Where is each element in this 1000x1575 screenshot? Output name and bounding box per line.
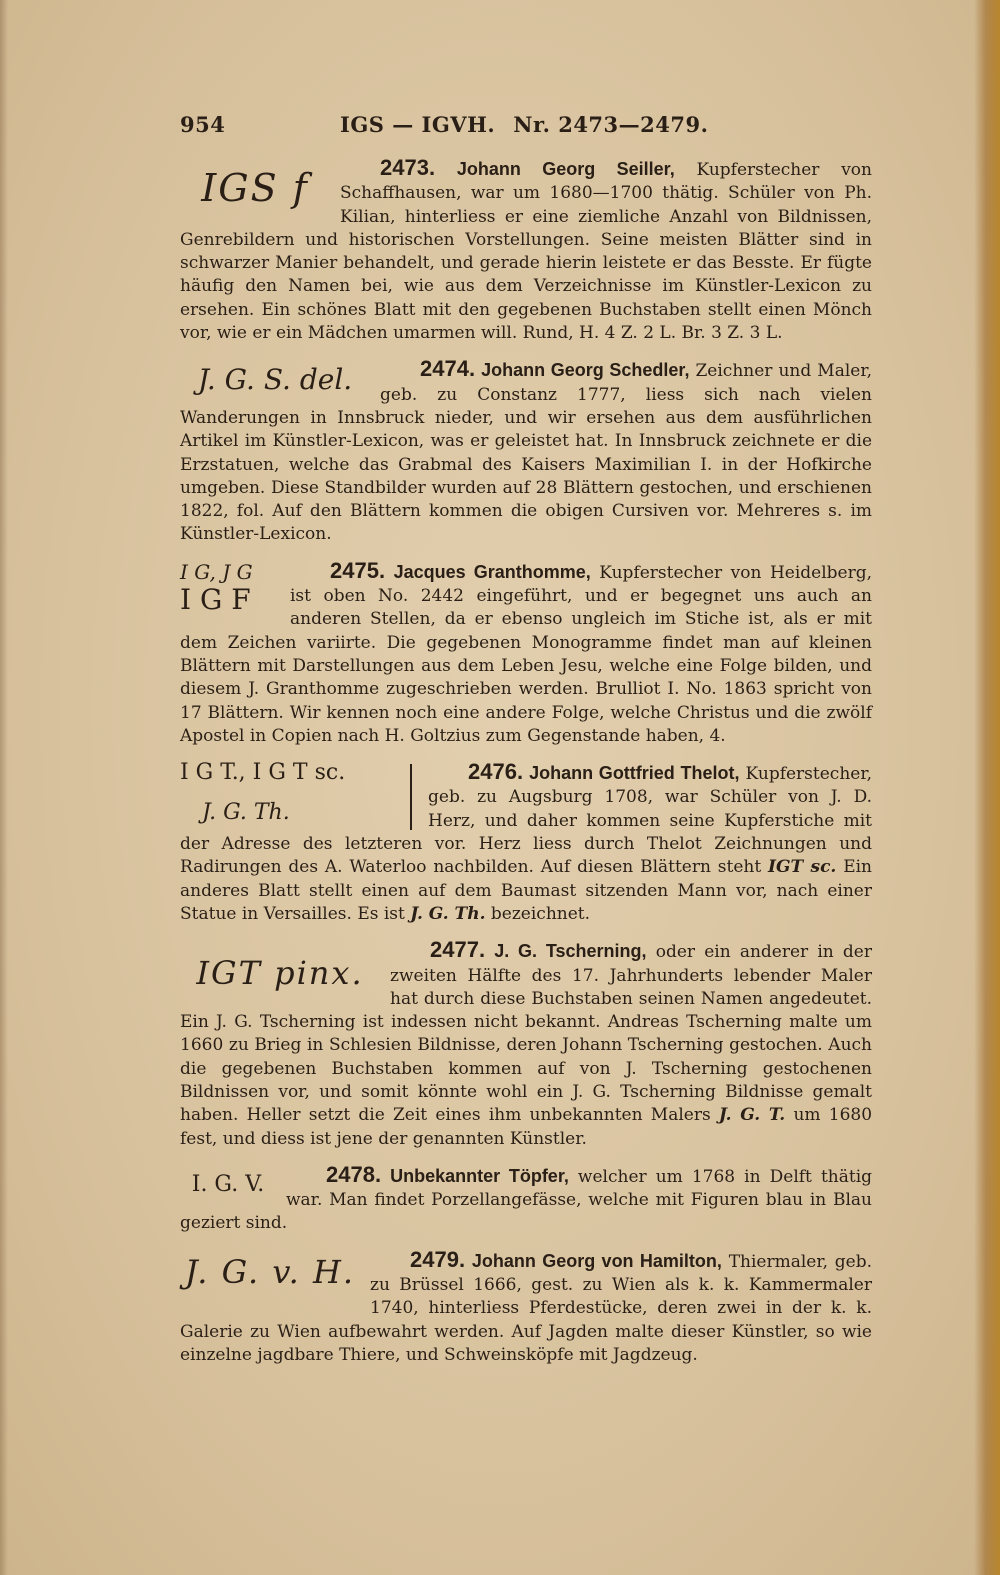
- entry-number: 2479.: [410, 1246, 466, 1272]
- entry-number: 2476.: [468, 759, 524, 785]
- entry-2478: [180, 1163, 872, 1236]
- entry-text: Zeichner und Maler, geb. zu Constanz 1777, liess sich nach vielen Wanderungen in Innsbruck nieder, und wir ersehen aus dem ausführlichen Artikel im Künstler-Lexicon, was er geleistet hat. In Innsbruck zeichnete er die Erzstatuen, welche das Grabmal des Kaisers Maximilian I. in der Hofkirche umgeben. Diese Standbilder wurden auf 28 Blättern gestochen, und erschienen 1822, fol. Auf den Blättern kommen die obigen Cursiven vor. Mehreres s. im Künstler-Lexicon.: [180, 361, 872, 545]
- entry-2477: [180, 938, 872, 1151]
- entry-number: 2474.: [420, 356, 476, 382]
- monogram: J. G. v. H.: [184, 1253, 356, 1292]
- page-left-edge-shadow: [0, 0, 8, 1575]
- entry-text: oder ein anderer in der zweiten Hälfte des 17. Jahrhunderts lebender Maler hat durch diese Buchstaben seinen Namen angedeutet. Ein J. G. Tscherning ist indessen nicht bekannt. Andreas Tscherning malte um 1660 zu Brieg in Schlesien Bildnisse, deren Johann Tscherning gestochen. Auch die gegebenen Buchstaben kommen auf von J. Tscherning gestochenen Bildnissen vor, und somit könnte wohl ein J. G. Tscherning Bildnisse gemalt haben. Heller setzt die Zeit eines ihm unbekannten Malers: [180, 942, 872, 1126]
- artist-name: J. G. Tscherning,: [494, 941, 647, 962]
- entry-2475: [180, 559, 872, 748]
- artist-name: Unbekannter Töpfer,: [390, 1165, 569, 1186]
- running-title: IGS — IGVH.: [340, 112, 496, 137]
- entry-number: 2478.: [326, 1161, 382, 1187]
- monogram: IGT pinx.: [196, 953, 364, 992]
- entry-number: 2477.: [430, 937, 486, 963]
- monogram: IGS f: [201, 166, 309, 211]
- monogram: I G F: [180, 582, 251, 616]
- entry-text: Ein anderes Blatt stellt einen auf dem Baumast sitzenden Mann vor, nach einer Statue in Versailles. Es ist: [180, 857, 872, 924]
- monogram: I G T., I G T sc.: [180, 760, 346, 786]
- entry-2479: [180, 1248, 872, 1367]
- entry-text: Kupferstecher von Heidelberg, ist oben No. 2442 eingeführt, und er begegnet uns auch an anderen Stellen, da er ebenso ungleich im Stiche ist, als er mit dem Zeichen variirte. Die gegebenen Monogramme findet man auf kleinen Blättern mit Darstellungen aus dem Leben Jesu, welche eine Folge bilden, und diesem J. Granthomme zugeschrieben werden. Brulliot I. No. 1863 spricht von 17 Blättern. Wir kennen noch eine andere Folge, welche Christus und die zwölf Apostel in Copien nach H. Goltzius zum Gegenstande haben, 4.: [180, 562, 873, 746]
- entry-2473: [180, 156, 872, 345]
- entry-2474: [180, 357, 872, 546]
- brace: [410, 764, 412, 830]
- monogram: J. G. Th.: [202, 800, 290, 826]
- artist-name: Johann Georg Seiller,: [456, 159, 675, 179]
- entry-text: bezeichnet.: [485, 903, 591, 924]
- page-header: [180, 112, 872, 146]
- entry-text: Kupferstecher, geb. zu Augsburg 1708, war Schüler von J. D. Herz, und daher kommen seine Kupferstiche mit der Adresse des letzteren vor. Herz liess durch Thelot Zeichnungen und Radirungen des A. Waterloo nachbilden. Auf diesen Blättern steht: [180, 764, 872, 878]
- entry-range: Nr. 2473—2479.: [513, 112, 709, 137]
- monogram: I G, J G: [180, 559, 253, 584]
- entry-text: um 1680 fest, und diess ist jene der genannten Künstler.: [180, 1105, 873, 1149]
- artist-name: Johann Georg von Hamilton,: [471, 1250, 722, 1271]
- entry-number: 2473.: [380, 155, 436, 180]
- artist-name: Johann Georg Schedler,: [481, 360, 690, 381]
- artist-name: Jacques Granthomme,: [393, 561, 591, 582]
- signature: J. G. Th.: [410, 903, 486, 924]
- artist-name: Johann Gottfried Thelot,: [529, 763, 740, 784]
- page-right-edge-gilt: [974, 0, 1000, 1575]
- monogram-group: [180, 760, 416, 826]
- entry-2476: [180, 760, 872, 926]
- entry-text: Kupferstecher von Schaffhausen, war um 1680—1700 thätig. Schüler von Ph. Kilian, hinterliess er eine ziemliche Anzahl von Bildnissen, Genrebildern und historischen Vorstellungen. Seine meisten Blätter sind in schwarzer Manier behandelt, und gerade hierin leistete er das Besste. Er fügte häufig den Namen bei, wie aus dem Verzeichnisse im Künstler-Lexicon zu ersehen. Ein schönes Blatt mit den gegebenen Buchstaben stellt einen Mönch vor, wie er ein Mädchen umarmen will. Rund, H. 4 Z. 2 L. Br. 3 Z. 3 L.: [180, 160, 872, 344]
- entry-number: 2475.: [330, 557, 386, 583]
- page-number: 954: [180, 112, 226, 137]
- monogram: I. G. V.: [191, 1172, 265, 1198]
- entry-text: Thiermaler, geb. zu Brüssel 1666, gest. zu Wien als k. k. Kammermaler 1740, hinterliess Pferdestücke, deren zwei in der k. k. Galerie zu Wien aufbewahrt werden. Auf Jagden malte dieser Künstler, so wie einzelne jagdbare Thiere, und Schweinsköpfe mit Jagdzeug.: [180, 1251, 873, 1365]
- signature: J. G. T.: [718, 1105, 786, 1126]
- entry-text: welcher um 1768 in Delft thätig war. Man findet Porzellangefässe, welche mit Figuren blau in Blau geziert sind.: [180, 1166, 873, 1234]
- monogram-group: [180, 559, 276, 615]
- book-page: [180, 112, 872, 1379]
- signature: IGT sc.: [768, 857, 837, 878]
- monogram: J. G. S. del.: [197, 362, 353, 396]
